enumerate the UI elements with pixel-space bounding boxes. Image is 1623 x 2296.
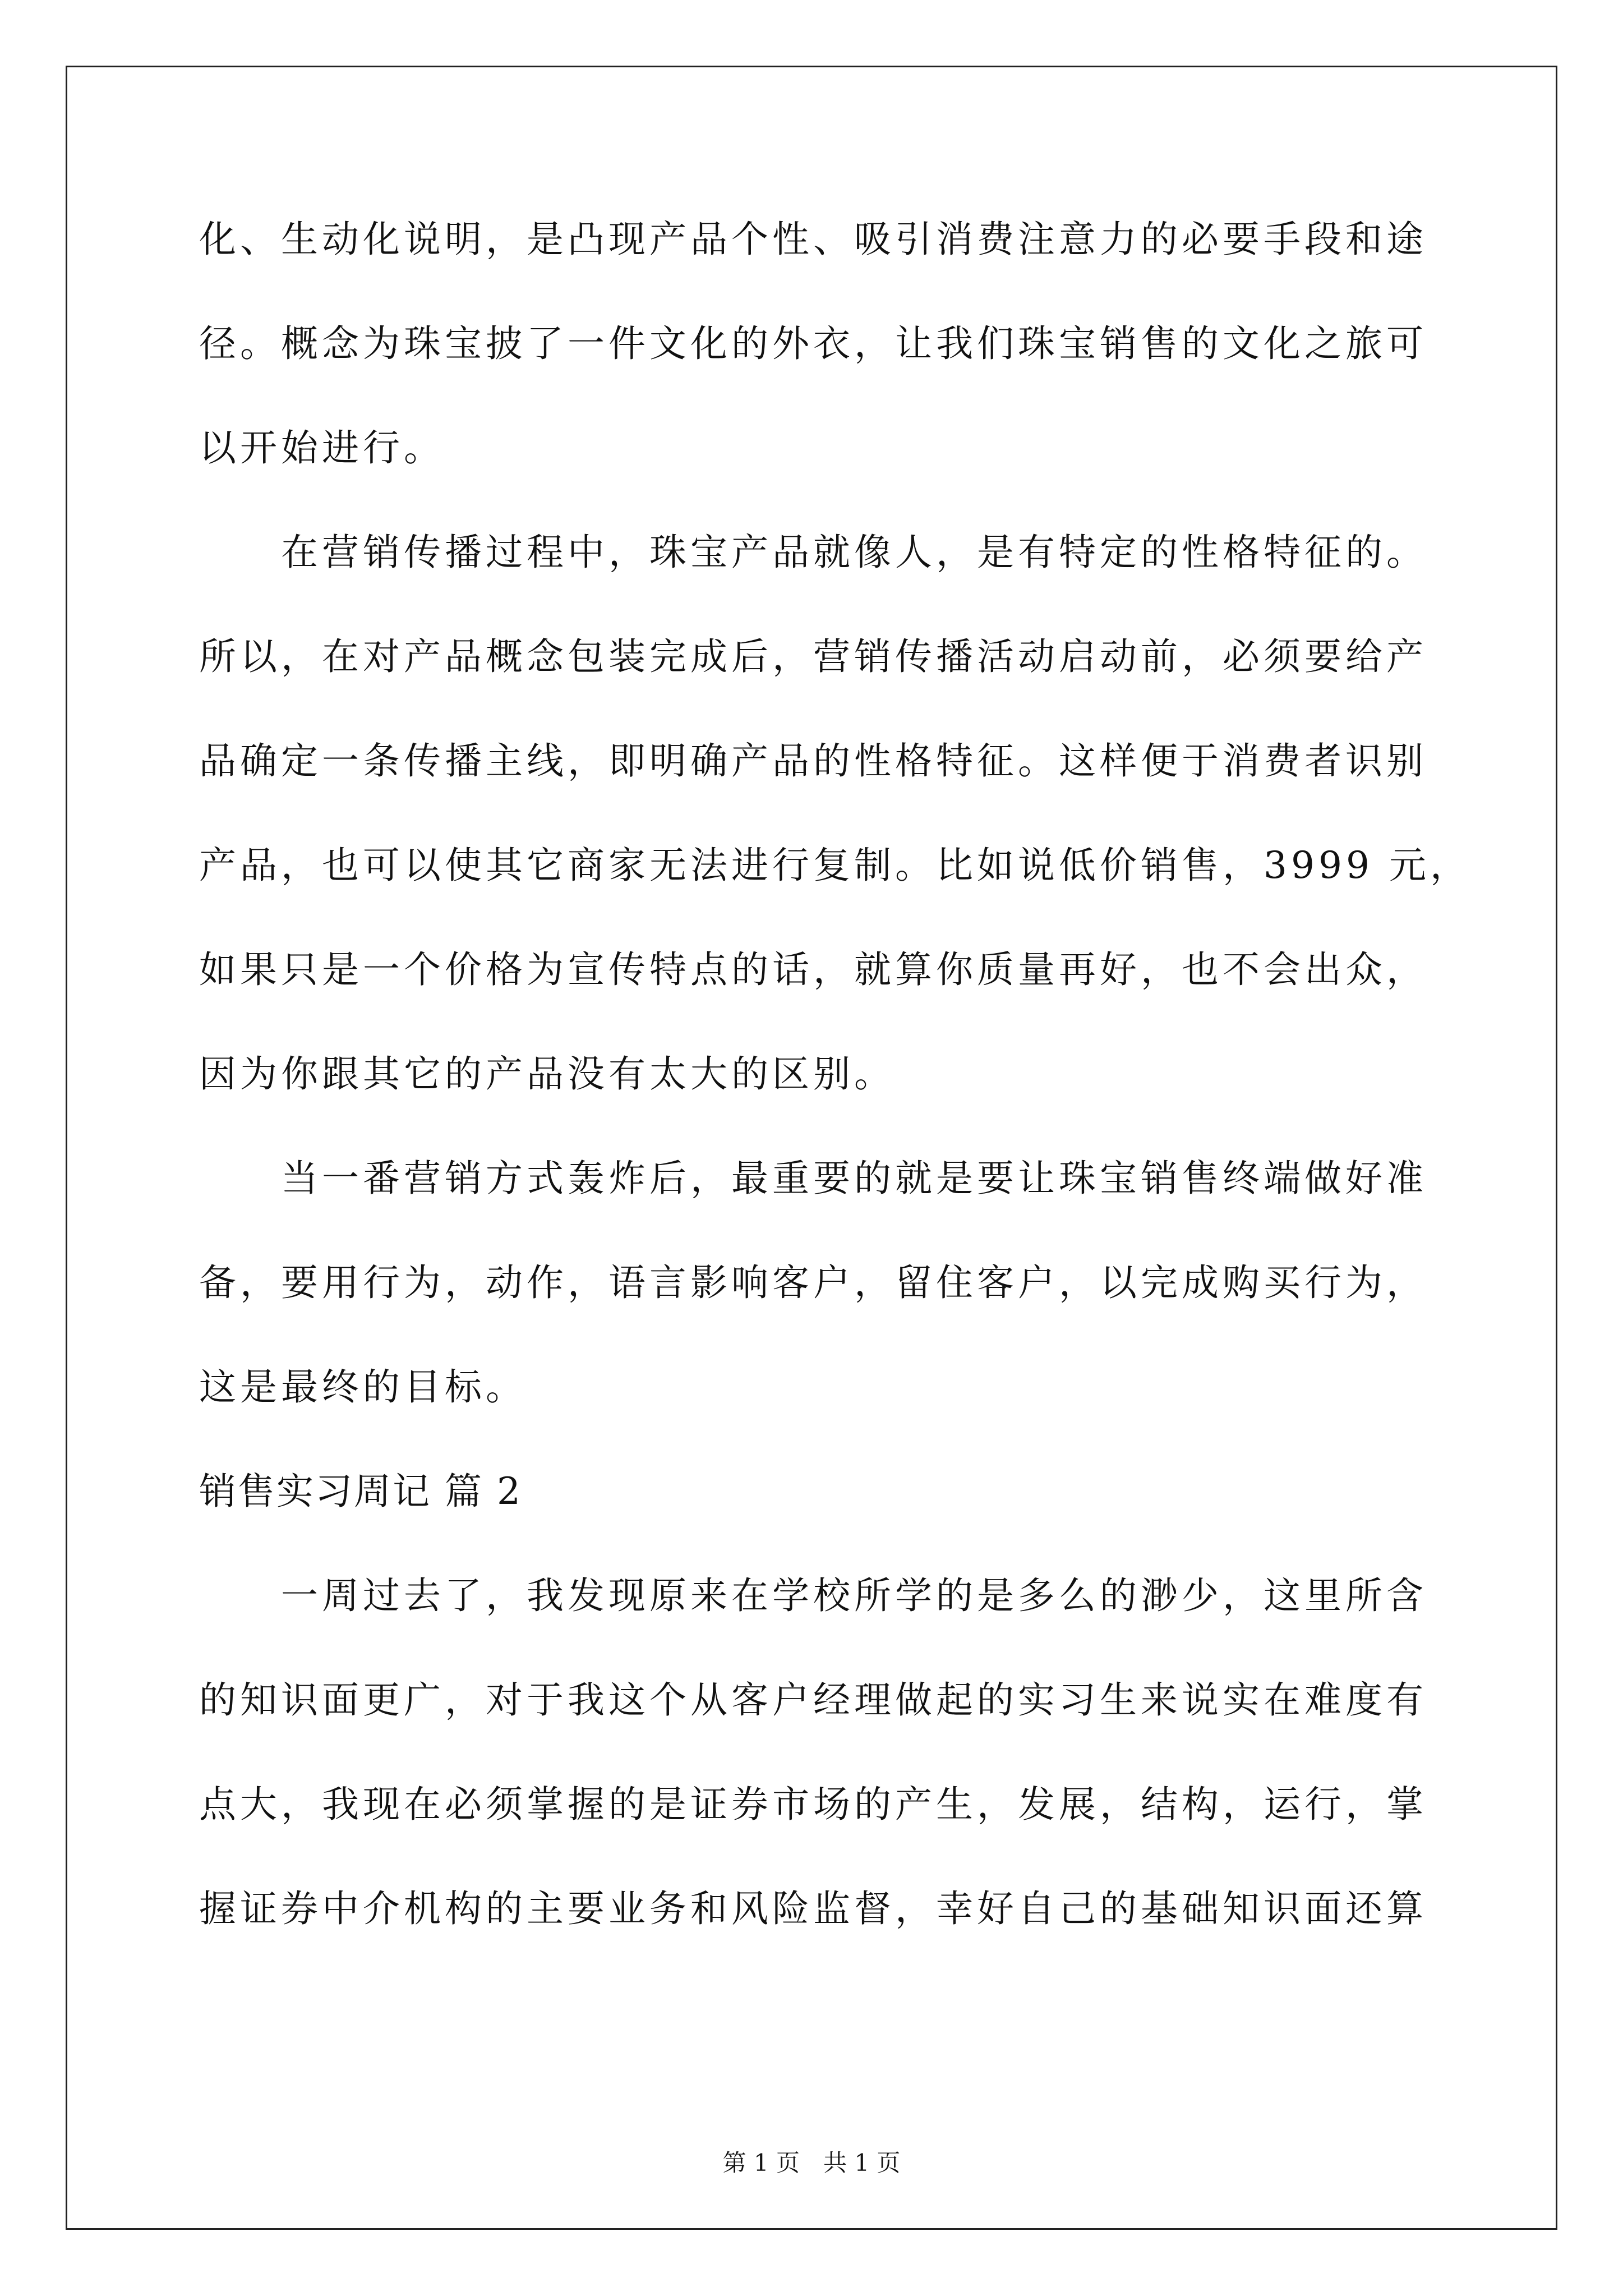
text-line: 以开始进行。 <box>199 426 445 470</box>
text-line: 径。概念为珠宝披了一件文化的外衣，让我们珠宝销售的文化之旅可 <box>199 322 1427 365</box>
text-line: 的知识面更广，对于我这个从客户经理做起的实习生来说实在难度有 <box>199 1678 1427 1722</box>
paragraph-start-line: 在营销传播过程中，珠宝产品就像人，是有特定的性格特征的。 <box>281 531 1427 574</box>
paragraph-start-line: 当一番营销方式轰炸后，最重要的就是要让珠宝销售终端做好准 <box>281 1157 1427 1200</box>
text-line: 如果只是一个价格为宣传特点的话，就算你质量再好，也不会出众， <box>199 948 1427 991</box>
text-line: 因为你跟其它的产品没有太大的区别。 <box>199 1052 895 1096</box>
section-heading: 销售实习周记 篇 2 <box>199 1470 522 1513</box>
text-line: 这是最终的目标。 <box>199 1365 527 1409</box>
text-line: 品确定一条传播主线，即明确产品的性格特征。这样便于消费者识别 <box>199 739 1427 783</box>
text-line: 点大，我现在必须掌握的是证券市场的产生，发展，结构，运行，掌 <box>199 1783 1427 1826</box>
text-line: 所以，在对产品概念包装完成后，营销传播活动启动前，必须要给产 <box>199 635 1427 678</box>
text-line: 握证券中介机构的主要业务和风险监督，幸好自己的基础知识面还算 <box>199 1887 1427 1930</box>
paragraph-start-line: 一周过去了，我发现原来在学校所学的是多么的渺少，这里所含 <box>281 1574 1427 1617</box>
page-footer: 第 1 页 共 1 页 <box>722 2149 901 2177</box>
text-line: 化、生动化说明，是凸现产品个性、吸引消费注意力的必要手段和途 <box>199 218 1427 261</box>
text-line: 产品，也可以使其它商家无法进行复制。比如说低价销售，3999 元， <box>199 844 1471 887</box>
text-line: 备，要用行为，动作，语言影响客户，留住客户，以完成购买行为， <box>199 1261 1427 1304</box>
document-body <box>199 213 1471 1987</box>
